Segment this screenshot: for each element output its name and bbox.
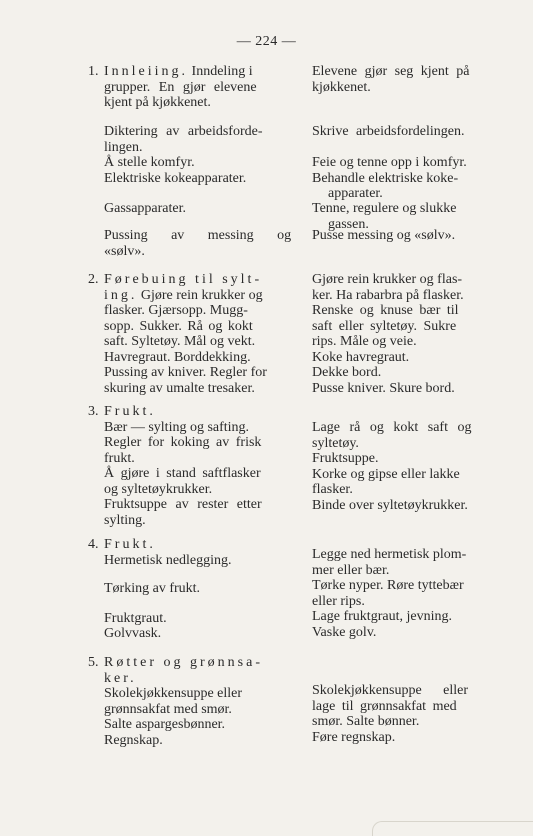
page-number: — 224 — [236, 34, 297, 49]
section-right-column: Tenne, regulere og slukke gassen. [312, 201, 457, 232]
section-left-column: Innleiing. Inndeling i grupper. En gjør elevene kjent på kjøkkenet. [104, 64, 257, 110]
section-left-column: Førebuing til sylt- ing. Gjøre rein krukker og flasker. Gjærsopp. Mugg- sopp. Sukker. Rå og kokt saft. Syltetøy. Mål og vekt. Havregraut. Borddekking. Pussing av kniver. Regler for skuring av umalte tresaker. [104, 272, 294, 396]
section-left-column: Frukt. Hermetisk nedlegging. Tørking av frukt. Fruktgraut. Golvvask. [104, 537, 294, 568]
section-left-column: Diktering av arbeidsforde- lingen. [104, 124, 263, 155]
section-right-column: Gjøre rein krukker og flas- ker. Ha rabarbra på flasker. Renske og knuse bær til saft eller syltetøy. Sukre rips. Måle og veie. Koke havregraut. Dekke bord. Pusse kniver. Skure bord. [312, 272, 464, 396]
page-corner-edge [372, 821, 533, 836]
section-left-column: Å stelle komfyr. Elektriske kokeapparater. [104, 155, 247, 186]
section-right-column: Skrive arbeidsfordelingen. [312, 124, 465, 139]
section-heading: Frukt. [104, 404, 156, 419]
section-right-column: Legge ned hermetisk plom- mer eller bær. Tørke nyper. Røre tyttebær eller rips. Lage fruktgraut, jevning. Vaske golv. [312, 547, 467, 640]
section-right-column: Pusse messing og «sølv». [312, 228, 456, 243]
section-number: 2. [88, 272, 99, 287]
section-right-column: Lage rå og kokt saft og syltetøy. Fruktsuppe. Korke og gipse eller lakke flasker. Binde over syltetøykrukker. [312, 420, 472, 513]
section-heading: Førebuing til sylt- [104, 272, 263, 287]
section-number: 3. [88, 404, 99, 419]
section-left-column: Frukt. Bær — sylting og safting. Regler for koking av frisk frukt. Å gjøre i stand saftflasker og syltetøykrukker. Fruktsuppe av rester etter sylting. [104, 404, 294, 528]
section-right-column: Skolekjøkkensuppe eller lage til grønnsakfat med smør. Salte bønner. Føre regnskap. [312, 683, 469, 745]
section-left-column: Gassapparater. [104, 201, 187, 216]
section-heading: Frukt. [104, 537, 156, 552]
section-number: 4. [88, 537, 99, 552]
section-heading: Innleiing. [104, 64, 189, 79]
section-left-column: Pussing av messing og «sølv». [104, 228, 292, 259]
section-right-column: Elevene gjør seg kjent på kjøkkenet. [312, 64, 470, 95]
section-number: 1. [88, 64, 99, 79]
section-heading: Røtter og grønnsa- [104, 655, 263, 670]
section-number: 5. [88, 655, 99, 670]
section-left-column: Røtter og grønnsa- ker. Skolekjøkkensuppe eller grønnsakfat med smør. Salte aspargesbønner. Regnskap. [104, 655, 294, 748]
section-right-column: Feie og tenne opp i komfyr. Behandle elektriske koke- apparater. [312, 155, 467, 201]
